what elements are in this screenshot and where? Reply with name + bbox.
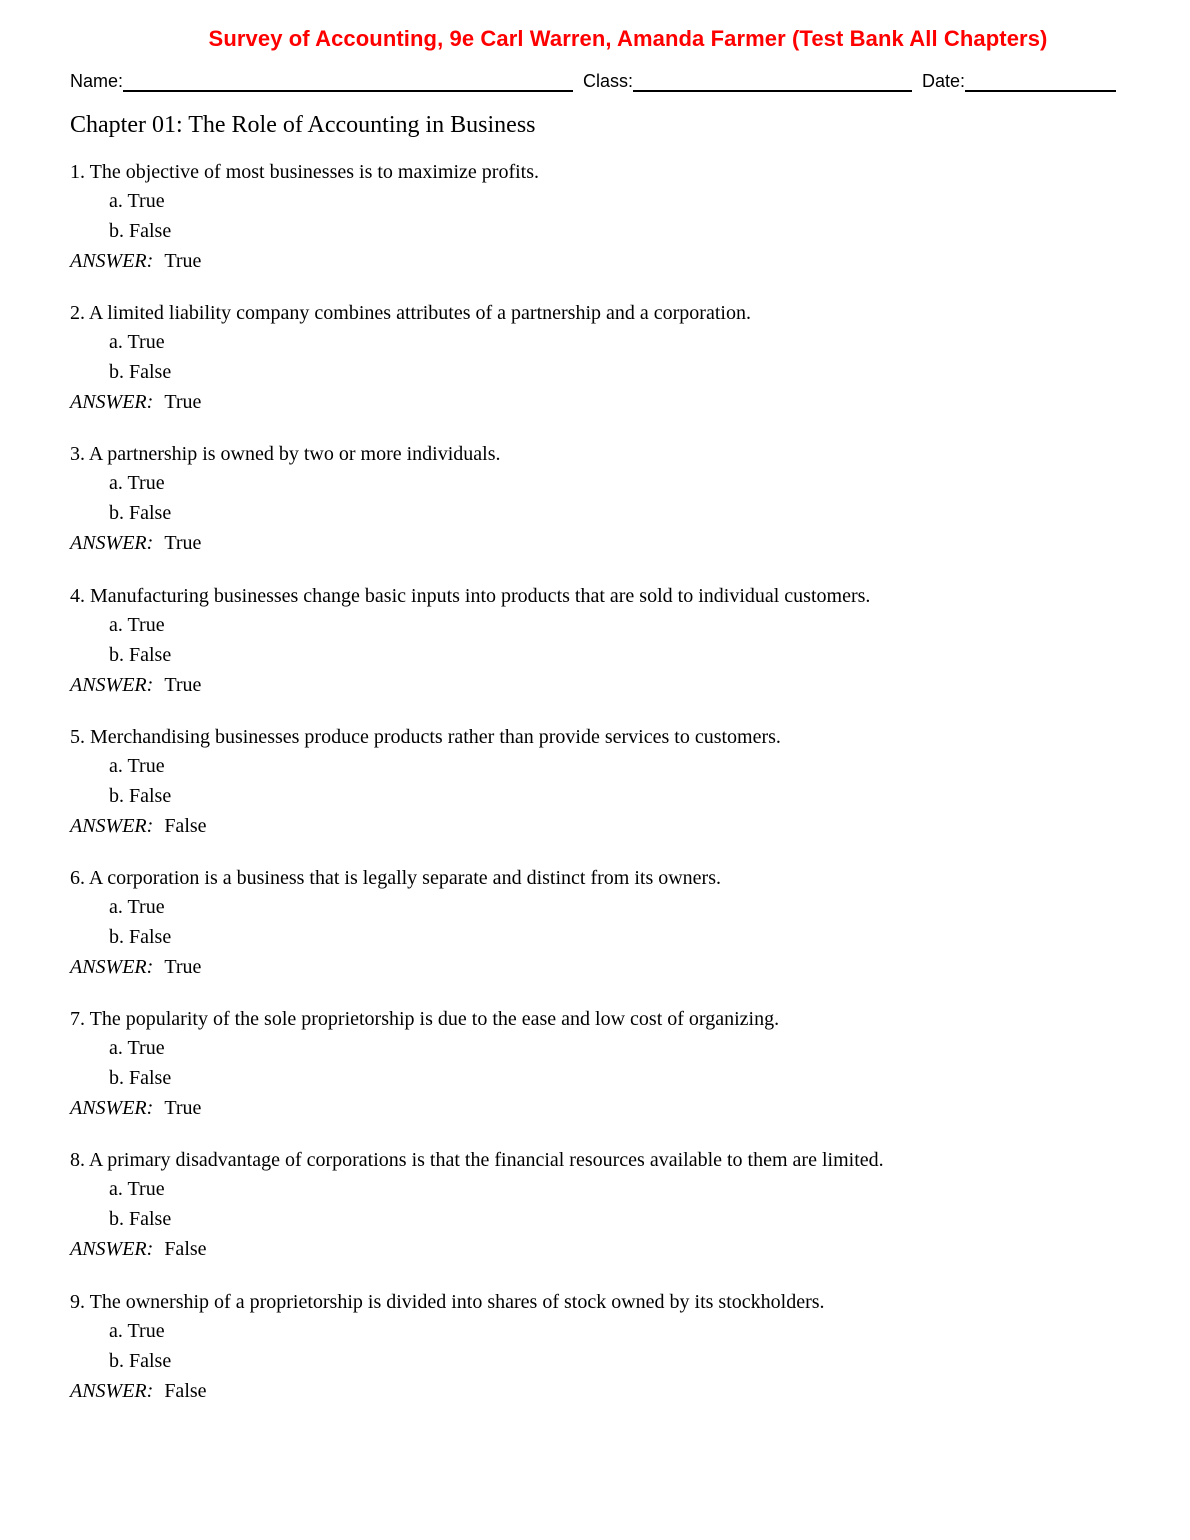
answer-label: ANSWER: xyxy=(70,1379,154,1402)
option-a: a. True xyxy=(109,1319,165,1342)
answer-line xyxy=(70,1376,1130,1407)
option-b: b. False xyxy=(109,784,172,807)
question-text: 5. Merchandising businesses produce products rather than provide services to customers. xyxy=(70,725,781,748)
answer-label: ANSWER: xyxy=(70,1238,154,1261)
question-item xyxy=(70,864,1130,1005)
option-b: b. False xyxy=(109,220,172,242)
name-blank-line xyxy=(123,70,573,92)
question-text: 2. A limited liability company combines attributes of a partnership and a corporation. xyxy=(70,302,751,325)
question-item xyxy=(70,158,1130,299)
answer-value: False xyxy=(164,1238,207,1261)
question-text: 3. A partnership is owned by two or more individuals. xyxy=(70,443,501,466)
option-a: a. True xyxy=(109,613,165,636)
student-info-fields xyxy=(70,70,1120,96)
answer-value: False xyxy=(164,1379,207,1402)
answer-label: ANSWER: xyxy=(70,532,154,555)
answer-label: ANSWER: xyxy=(70,955,154,978)
answer-label: ANSWER: xyxy=(70,1097,154,1120)
answer-line xyxy=(70,387,1130,418)
question-item xyxy=(70,582,1130,723)
answer-value: True xyxy=(164,532,202,555)
question-text: 9. The ownership of a proprietorship is divided into shares of stock owned by its stockholders. xyxy=(70,1290,825,1313)
answer-value: True xyxy=(164,391,202,414)
option-b: b. False xyxy=(109,502,172,525)
question-item xyxy=(70,723,1130,864)
answer-label: ANSWER: xyxy=(70,673,154,696)
date-label: Date: xyxy=(922,71,966,91)
question-text: 8. A primary disadvantage of corporations is that the financial resources available to them are limited. xyxy=(70,1149,884,1172)
answer-line xyxy=(70,670,1130,701)
option-a: a. True xyxy=(109,472,165,495)
answer-value: True xyxy=(164,250,202,272)
option-b: b. False xyxy=(109,925,172,948)
class-field[interactable] xyxy=(583,70,912,92)
question-item xyxy=(70,299,1130,440)
option-a: a. True xyxy=(109,1037,165,1060)
option-b: b. False xyxy=(109,1208,172,1231)
document-banner: Survey of Accounting, 9e Carl Warren, Amanda Farmer (Test Bank All Chapters) xyxy=(208,26,1048,51)
question-text: 7. The popularity of the sole proprietorship is due to the ease and low cost of organizing. xyxy=(70,1008,780,1031)
answer-label: ANSWER: xyxy=(70,814,154,837)
option-a: a. True xyxy=(109,190,165,212)
question-item xyxy=(70,1146,1130,1287)
option-a: a. True xyxy=(109,895,165,918)
answer-label: ANSWER: xyxy=(70,250,154,272)
date-blank-line xyxy=(965,70,1116,92)
name-label: Name: xyxy=(70,71,124,91)
answer-label: ANSWER: xyxy=(70,391,154,414)
answer-value: True xyxy=(164,955,202,978)
class-blank-line xyxy=(633,70,912,92)
class-label: Class: xyxy=(583,71,634,91)
chapter-title: Chapter 01: The Role of Accounting in Business xyxy=(70,112,536,138)
option-b: b. False xyxy=(109,1067,172,1090)
option-b: b. False xyxy=(109,643,172,666)
answer-line xyxy=(70,1234,1130,1265)
question-list xyxy=(70,158,1130,1429)
option-a: a. True xyxy=(109,331,165,354)
answer-line xyxy=(70,528,1130,559)
question-item xyxy=(70,1005,1130,1146)
question-text: 4. Manufacturing businesses change basic inputs into products that are sold to individual customers. xyxy=(70,584,871,607)
option-b: b. False xyxy=(109,361,172,384)
name-field[interactable] xyxy=(70,70,573,92)
question-text: 6. A corporation is a business that is legally separate and distinct from its owners. xyxy=(70,866,721,889)
answer-line xyxy=(70,1093,1130,1124)
answer-value: False xyxy=(164,814,207,837)
answer-line xyxy=(70,811,1130,842)
answer-line xyxy=(70,952,1130,983)
question-item xyxy=(70,440,1130,581)
answer-value: True xyxy=(164,673,202,696)
answer-line xyxy=(70,246,1130,277)
date-field[interactable] xyxy=(922,70,1116,92)
answer-value: True xyxy=(164,1097,202,1120)
option-b: b. False xyxy=(109,1349,172,1372)
option-a: a. True xyxy=(109,1178,165,1201)
question-text: 1. The objective of most businesses is to maximize profits. xyxy=(70,161,540,183)
question-item xyxy=(70,1288,1130,1429)
option-a: a. True xyxy=(109,754,165,777)
